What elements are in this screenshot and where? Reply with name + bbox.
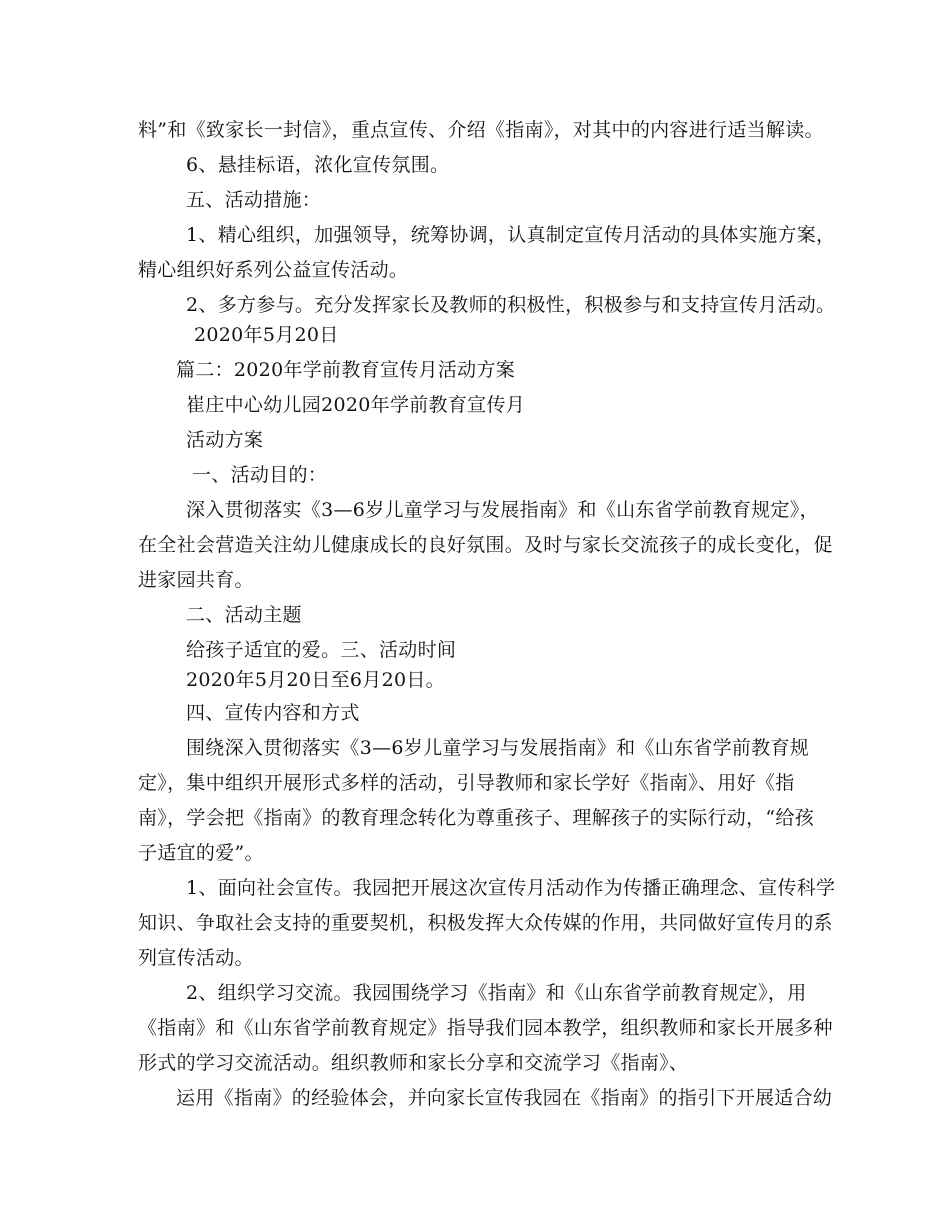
text-line: 《指南》和《山东省学前教育规定》指导我们园本教学，组织教师和家长开展多种 — [138, 1017, 833, 1039]
text-line: 1、面向社会宣传。我园把开展这次宣传月活动作为传播正确理念、宣传科学 — [186, 877, 836, 899]
text-line: 进家园共育。 — [138, 569, 254, 591]
text-line: 形式的学习交流活动。组织教师和家长分享和交流学习《指南》、 — [138, 1052, 689, 1074]
text-line: 四、宣传内容和方式 — [186, 702, 360, 724]
text-line: 2、多方参与。充分发挥家长及教师的积极性，积极参与和支持宣传月活动。 — [186, 294, 836, 316]
text-line: 给孩子适宜的爱。三、活动时间 — [186, 639, 457, 661]
text-line: 围绕深入贯彻落实《3—6岁儿童学习与发展指南》和《山东省学前教育规 — [186, 737, 810, 759]
date-line: 2020年5月20日 — [194, 324, 339, 346]
text-line: 深入贯彻落实《3—6岁儿童学习与发展指南》和《山东省学前教育规定》， — [186, 499, 819, 521]
text-line: 精心组织好系列公益宣传活动。 — [138, 259, 409, 281]
text-line: 活动方案 — [186, 429, 264, 451]
text-line: 在全社会营造关注幼儿健康成长的良好氛围。及时与家长交流孩子的成长变化，促 — [138, 534, 833, 556]
text-line: 知识、争取社会支持的重要契机，积极发挥大众传媒的作用，共同做好宣传月的系 — [138, 912, 833, 934]
text-line: 料”和《致家长一封信》，重点宣传、介绍《指南》，对其中的内容进行适当解读。 — [138, 119, 824, 141]
text-line: 1、精心组织，加强领导，统筹协调，认真制定宣传月活动的具体实施方案， — [186, 224, 836, 246]
section-heading: 篇二：2020年学前教育宣传月活动方案 — [176, 359, 516, 381]
text-line: 五、活动措施： — [186, 189, 322, 211]
text-line: 定》，集中组织开展形式多样的活动，引导教师和家长学好《指南》、用好《指 — [138, 772, 795, 794]
text-line: 二、活动主题 — [186, 604, 302, 626]
text-line: 子适宜的爱”。 — [138, 842, 264, 864]
text-line: 2、组织学习交流。我园围绕学习《指南》和《山东省学前教育规定》，用 — [186, 982, 807, 1004]
text-line: 崔庄中心幼儿园2020年学前教育宣传月 — [186, 394, 526, 416]
text-line: 南》，学会把《指南》的教育理念转化为尊重孩子、理解孩子的实际行动，“给孩 — [138, 807, 815, 829]
text-line: 一、活动目的： — [192, 464, 328, 486]
text-line: 2020年5月20日至6月20日。 — [186, 669, 445, 691]
text-line: 6、悬挂标语，浓化宣传氛围。 — [186, 154, 450, 176]
text-line: 运用《指南》的经验体会，并向家长宣传我园在《指南》的指引下开展适合幼 — [176, 1087, 833, 1109]
text-line: 列宣传活动。 — [138, 947, 254, 969]
